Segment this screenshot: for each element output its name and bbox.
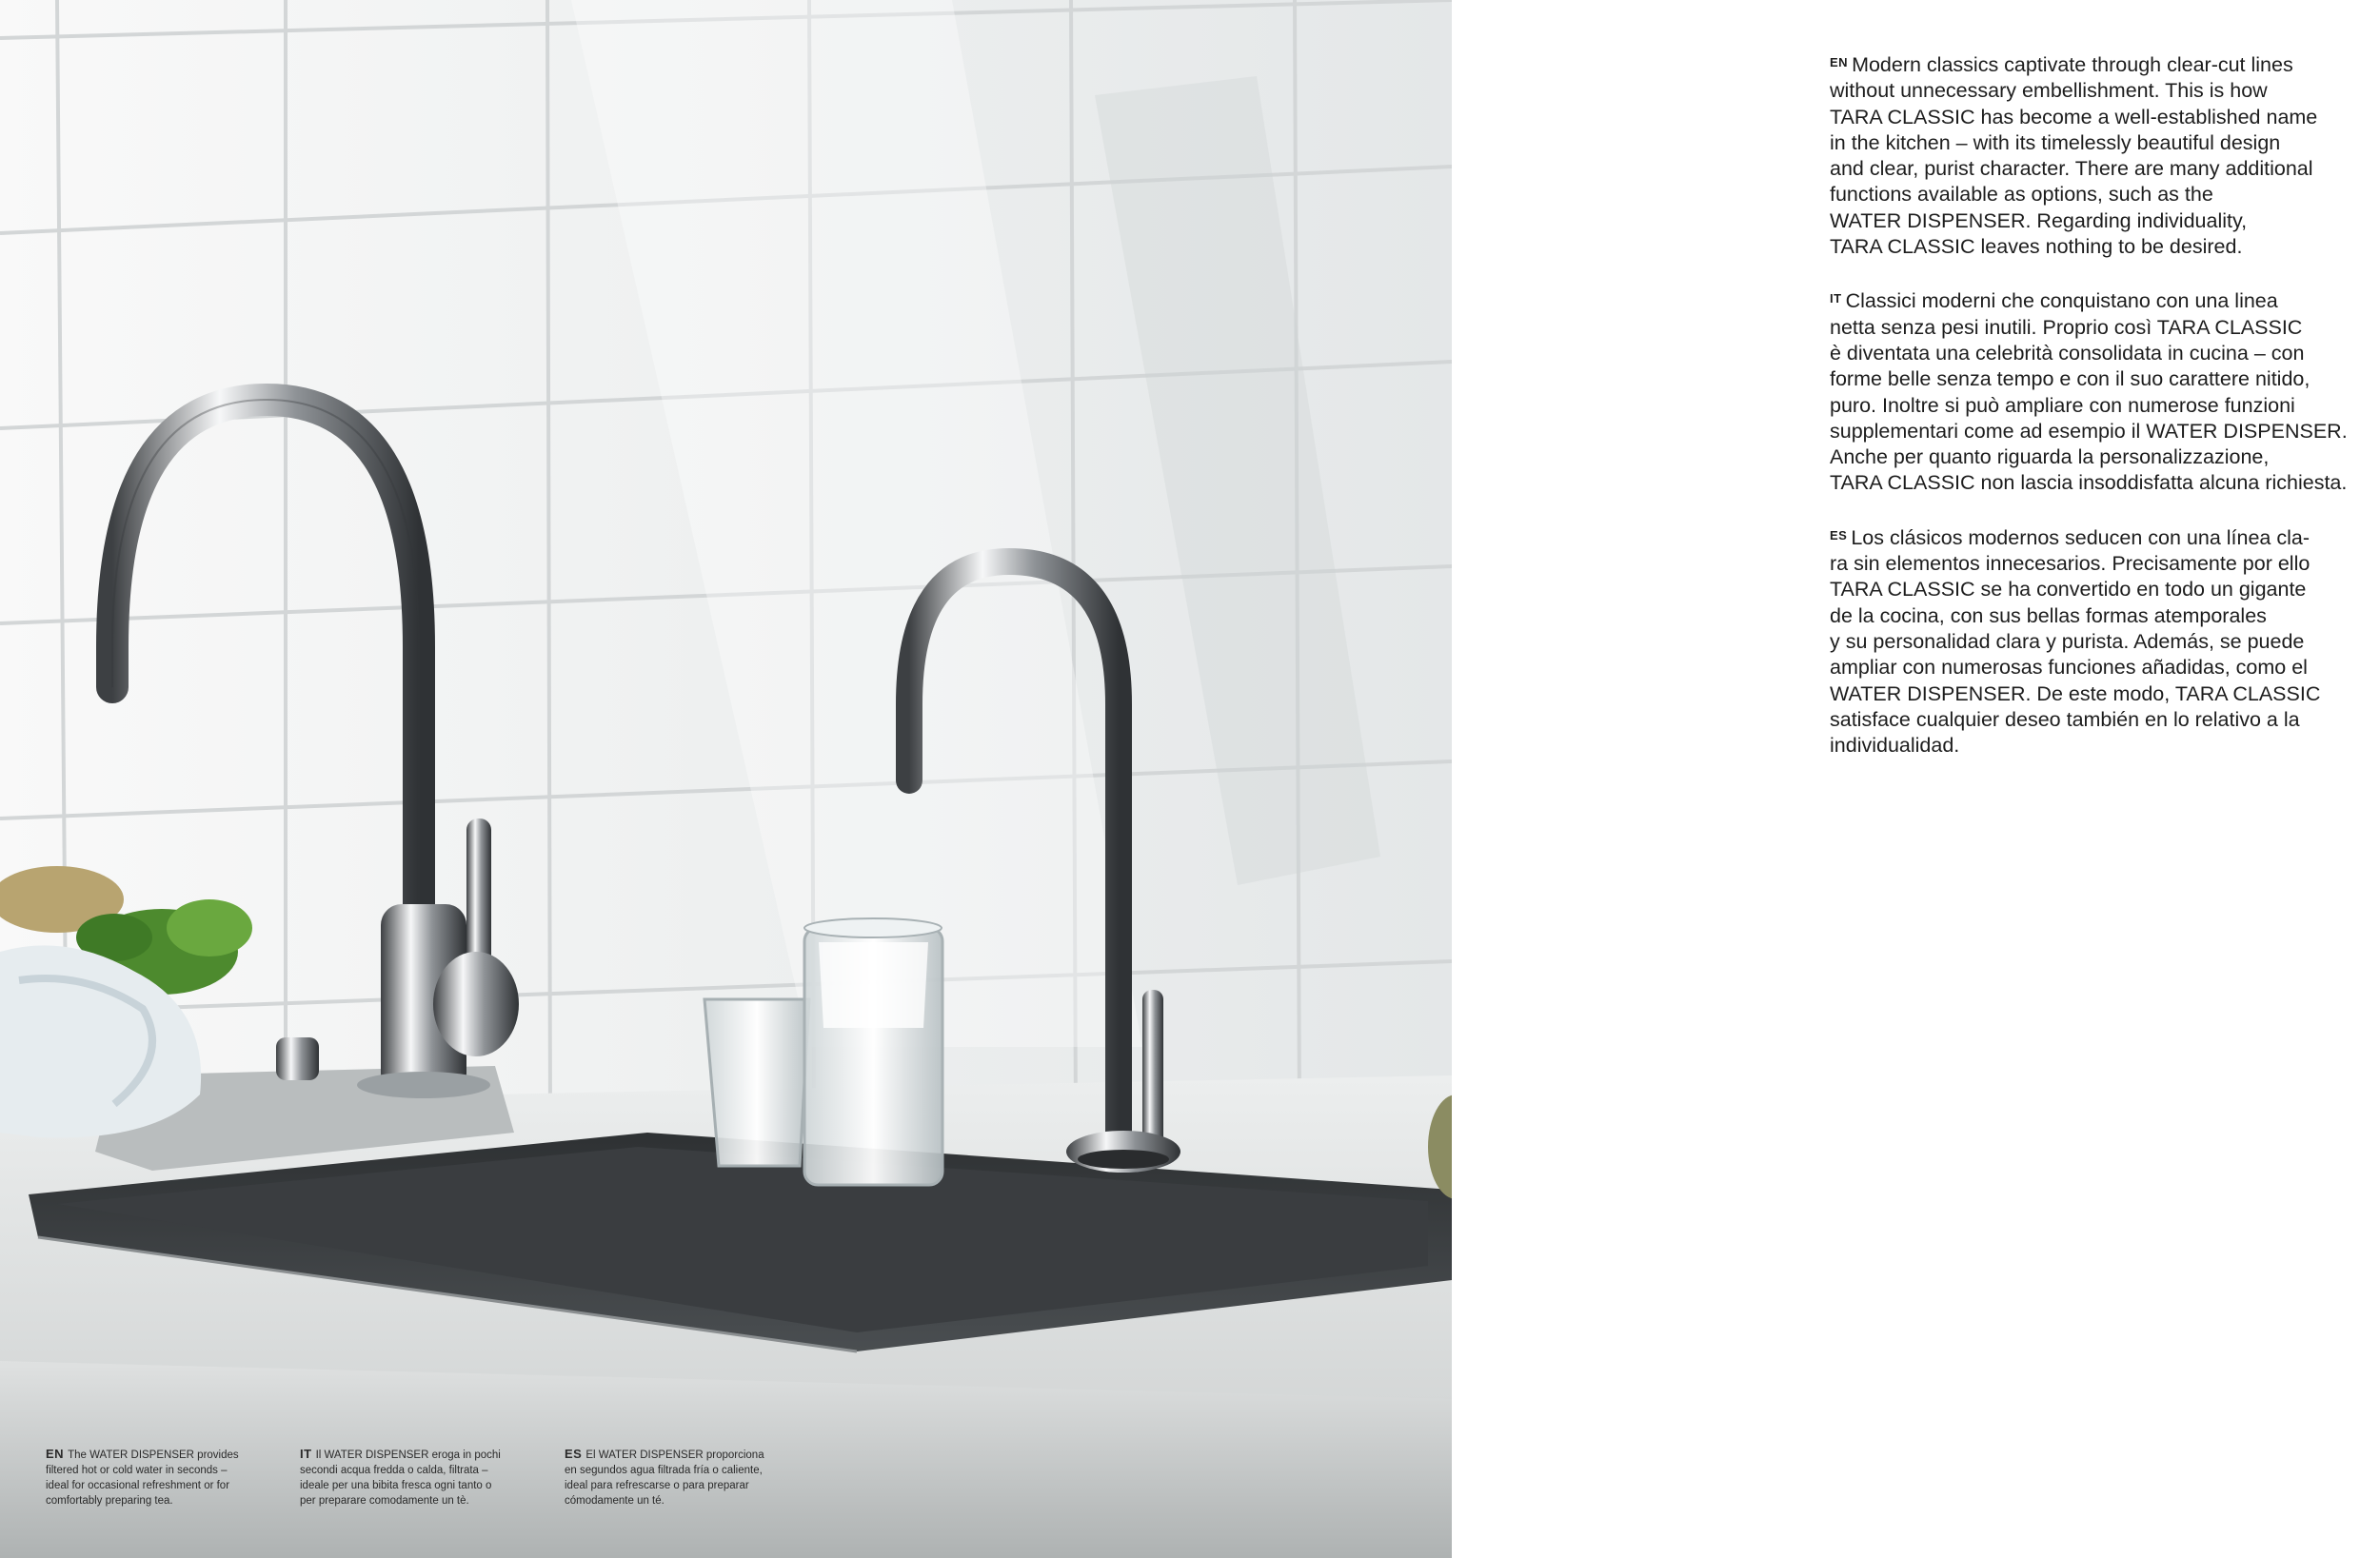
caption-en bbox=[46, 1447, 284, 1509]
caption-language-code: ES bbox=[565, 1447, 583, 1461]
paragraph-it bbox=[1830, 286, 2363, 496]
caption-it bbox=[300, 1447, 538, 1509]
paragraph-text: Modern classics captivate through clear-cut lines without unnecessary embellishment. This is how TARA CLASSIC has become a well-established name in the kitchen – with its timelessly beautiful design and clear, purist character. There are many additional functions available as options, such as the WATER DISPENSER. Regarding individuality, TARA CLASSIC leaves nothing to be desired. bbox=[1830, 53, 2318, 259]
paragraph-en bbox=[1830, 49, 2363, 260]
paragraph-text: Los clásicos modernos seducen con una línea cla- ra sin elementos innecesarios. Precisamente por ello TARA CLASSIC se ha convertido en todo un gigante de la cocina, con sus bellas formas atemporales y su personalidad clara y purista. Además, se puede ampliar con numerosas funciones añadidas, como el WATER DISPENSER. De este modo, TARA CLASSIC satisface cualquier deseo también en lo relativo a la individualidad. bbox=[1830, 525, 2321, 758]
caption-text: El WATER DISPENSER proporciona en segundos agua filtrada fría o caliente, ideal para refrescarse o para preparar cómodamente un té. bbox=[565, 1450, 764, 1507]
caption-text: Il WATER DISPENSER eroga in pochi secondi acqua fredda o calda, filtrata – ideale per una bibita fresca ogni tanto o per preparare comodamente un tè. bbox=[300, 1450, 501, 1507]
paragraph-text: Classici moderni che conquistano con una linea netta senza pesi inutili. Proprio così TARA CLASSIC è diventata una celebrità consolidata in cucina – con forme belle senza tempo e con il suo carattere nitido, puro. Inoltre si può ampliare con numerose funzioni supplementari come ad esempio il WATER DISPENSER. Anche per quanto riguarda la personalizzazione, TARA CLASSIC non lascia insoddisfatta alcuna richiesta. bbox=[1830, 289, 2348, 495]
body-text-column bbox=[1830, 49, 2363, 784]
caption-text: The WATER DISPENSER provides filtered hot or cold water in seconds – ideal for occasional refreshment or for comfortably preparing tea. bbox=[46, 1450, 239, 1507]
language-code: EN bbox=[1830, 55, 1849, 69]
paragraph-es bbox=[1830, 523, 2363, 759]
caption-es bbox=[565, 1447, 803, 1509]
language-code: ES bbox=[1830, 527, 1848, 542]
caption-language-code: IT bbox=[300, 1447, 312, 1461]
language-code: IT bbox=[1830, 291, 1842, 306]
caption-language-code: EN bbox=[46, 1447, 65, 1461]
